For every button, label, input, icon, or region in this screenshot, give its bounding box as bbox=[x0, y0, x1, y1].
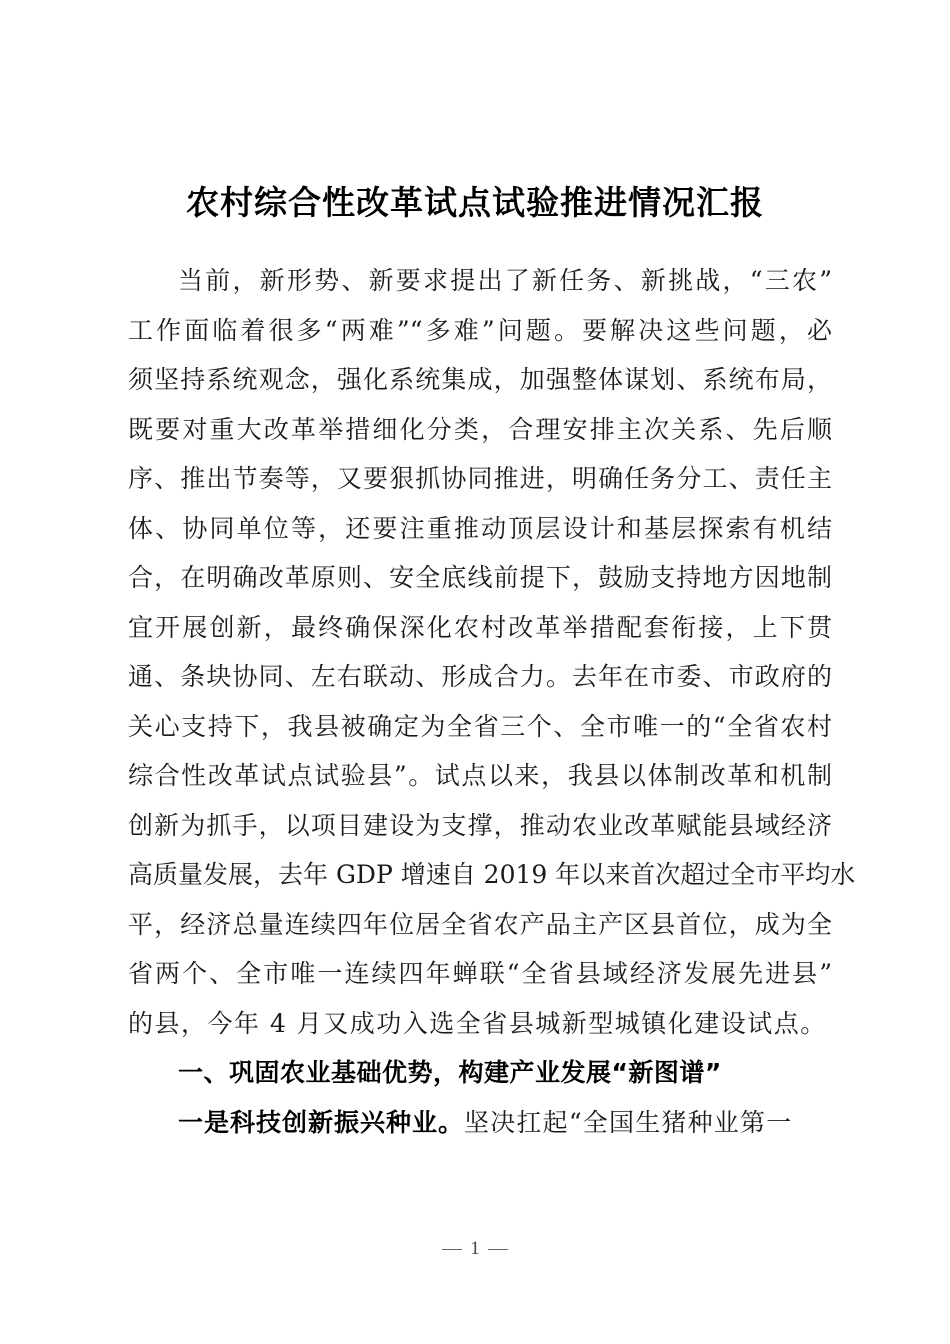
paragraph-line: 宜开展创新，最终确保深化农村改革举措配套衔接，上下贯 bbox=[128, 612, 832, 642]
paragraph-line: 的县，今年 4 月又成功入选全省县城新型城镇化建设试点。 bbox=[128, 1008, 827, 1038]
paragraph-line: 高质量发展，去年 GDP 增速自 2019 年以来首次超过全市平均水 bbox=[128, 860, 856, 889]
paragraph-line: 关心支持下，我县被确定为全省三个、全市唯一的“全省农村 bbox=[128, 711, 832, 741]
paragraph-line: 通、条块协同、左右联动、形成合力。去年在市委、市政府的 bbox=[128, 662, 832, 691]
subsection-text: 坚决扛起“全国生猪种业第一 bbox=[464, 1107, 793, 1137]
page-number-footer bbox=[0, 1238, 950, 1260]
paragraph-line: 综合性改革试点试验县”。试点以来，我县以体制改革和机制 bbox=[128, 761, 832, 790]
paragraph-line: 平，经济总量连续四年位居全省农产品主产区县首位，成为全 bbox=[128, 909, 832, 939]
document-body bbox=[128, 256, 856, 1147]
paragraph-line: 创新为抓手，以项目建设为支撑，推动农业改革赋能县域经济 bbox=[128, 810, 832, 840]
dash-right bbox=[488, 1249, 508, 1250]
paragraph-line: 合，在明确改革原则、安全底线前提下，鼓励支持地方因地制 bbox=[128, 563, 832, 592]
paragraph-line: 当前，新形势、新要求提出了新任务、新挑战，“三农” bbox=[178, 266, 832, 295]
paragraph-line: 体、协同单位等，还要注重推动顶层设计和基层探索有机结 bbox=[128, 513, 832, 543]
paragraph-line: 省两个、全市唯一连续四年蝉联“全省县域经济发展先进县” bbox=[128, 959, 832, 988]
paragraph-line: 工作面临着很多“两难”“多难”问题。要解决这些问题，必 bbox=[128, 315, 832, 345]
document-title: 农村综合性改革试点试验推进情况汇报 bbox=[186, 183, 764, 222]
subsection-line bbox=[128, 1098, 832, 1148]
paragraph-line: 须坚持系统观念，强化系统集成，加强整体谋划、系统布局， bbox=[128, 365, 832, 394]
paragraph-line: 序、推出节奏等，又要狠抓协同推进，明确任务分工、责任主 bbox=[128, 464, 832, 493]
paragraph-line: 既要对重大改革举措细化分类，合理安排主次关系、先后顺 bbox=[128, 414, 832, 444]
section-heading: 一、巩固农业基础优势，构建产业发展“新图谱” bbox=[178, 1058, 722, 1087]
page-number: 1 bbox=[470, 1238, 480, 1259]
dash-left bbox=[442, 1249, 462, 1250]
subsection-lead: 一是科技创新振兴种业。 bbox=[178, 1107, 465, 1137]
